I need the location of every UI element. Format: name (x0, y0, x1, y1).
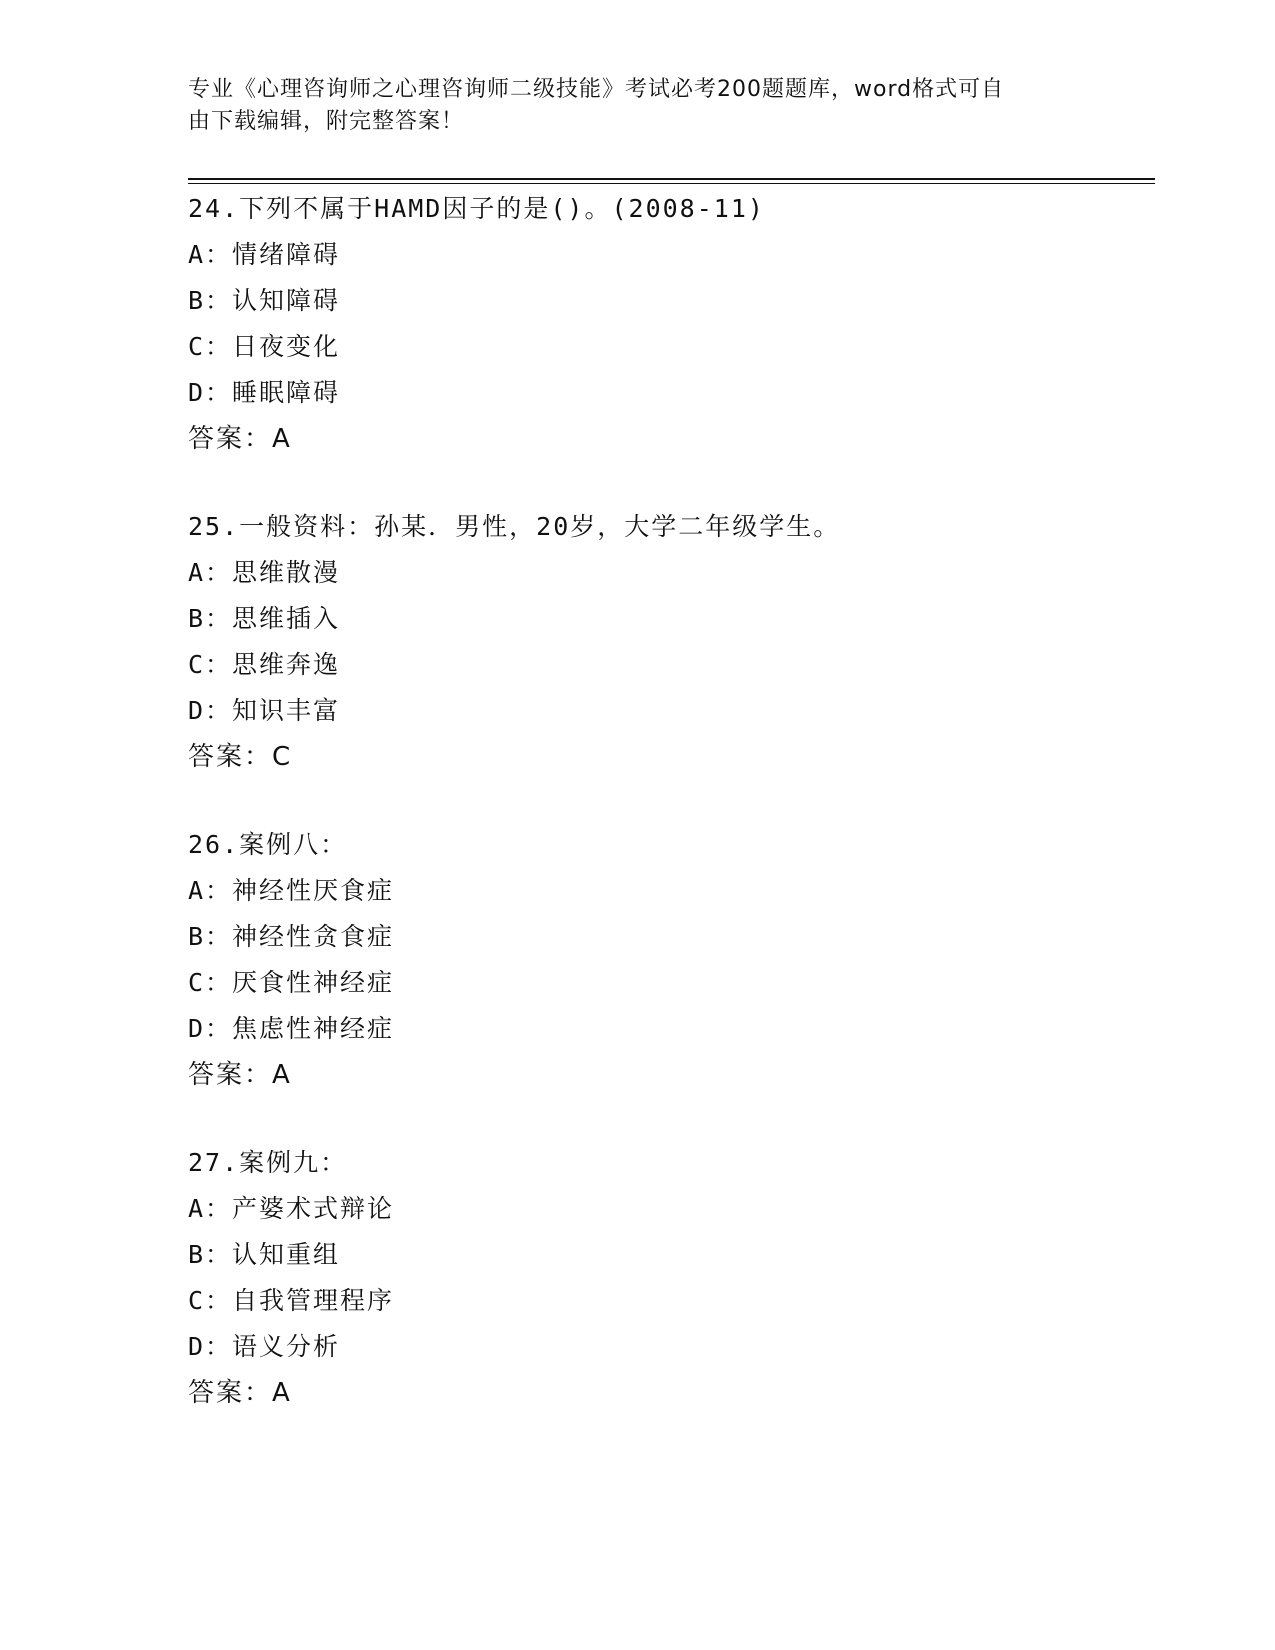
header-line-1: 专业《心理咨询师之心理咨询师二级技能》考试必考200题题库，word格式可自 (188, 77, 1005, 102)
option-d: D：语义分析 (188, 1332, 341, 1361)
header-divider-thin (188, 183, 1155, 184)
header-divider-thick (188, 178, 1155, 180)
document-header (188, 74, 1068, 138)
option-b: B：神经性贪食症 (188, 922, 395, 951)
option-b: B：思维插入 (188, 604, 341, 633)
answer-label: 答案：A (188, 1060, 292, 1090)
answer-label: 答案：C (188, 742, 293, 772)
question-stem: 24.下列不属于HAMD因子的是()。(2008-11) (188, 194, 765, 223)
option-b: B：认知障碍 (188, 286, 341, 315)
option-b: B：认知重组 (188, 1240, 341, 1269)
header-line-2: 由下载编辑，附完整答案！ (188, 109, 465, 134)
option-c: C：自我管理程序 (188, 1286, 395, 1315)
option-d: D：睡眠障碍 (188, 378, 341, 407)
option-a: A：情绪障碍 (188, 240, 341, 269)
question-24 (188, 186, 1088, 462)
option-c: C：思维奔逸 (188, 650, 341, 679)
question-stem: 27.案例九： (188, 1148, 348, 1177)
option-d: D：焦虑性神经症 (188, 1014, 395, 1043)
option-a: A：产婆术式辩论 (188, 1194, 395, 1223)
option-d: D：知识丰富 (188, 696, 341, 725)
question-stem: 26.案例八： (188, 830, 348, 859)
question-27 (188, 1140, 1088, 1416)
option-c: C：厌食性神经症 (188, 968, 395, 997)
option-c: C：日夜变化 (188, 332, 341, 361)
option-a: A：神经性厌食症 (188, 876, 395, 905)
answer-label: 答案：A (188, 1378, 292, 1408)
question-26 (188, 822, 1088, 1098)
option-a: A：思维散漫 (188, 558, 341, 587)
question-25 (188, 504, 1088, 780)
question-stem: 25.一般资料：孙某．男性，20岁，大学二年级学生。 (188, 512, 841, 541)
answer-label: 答案：A (188, 424, 292, 454)
